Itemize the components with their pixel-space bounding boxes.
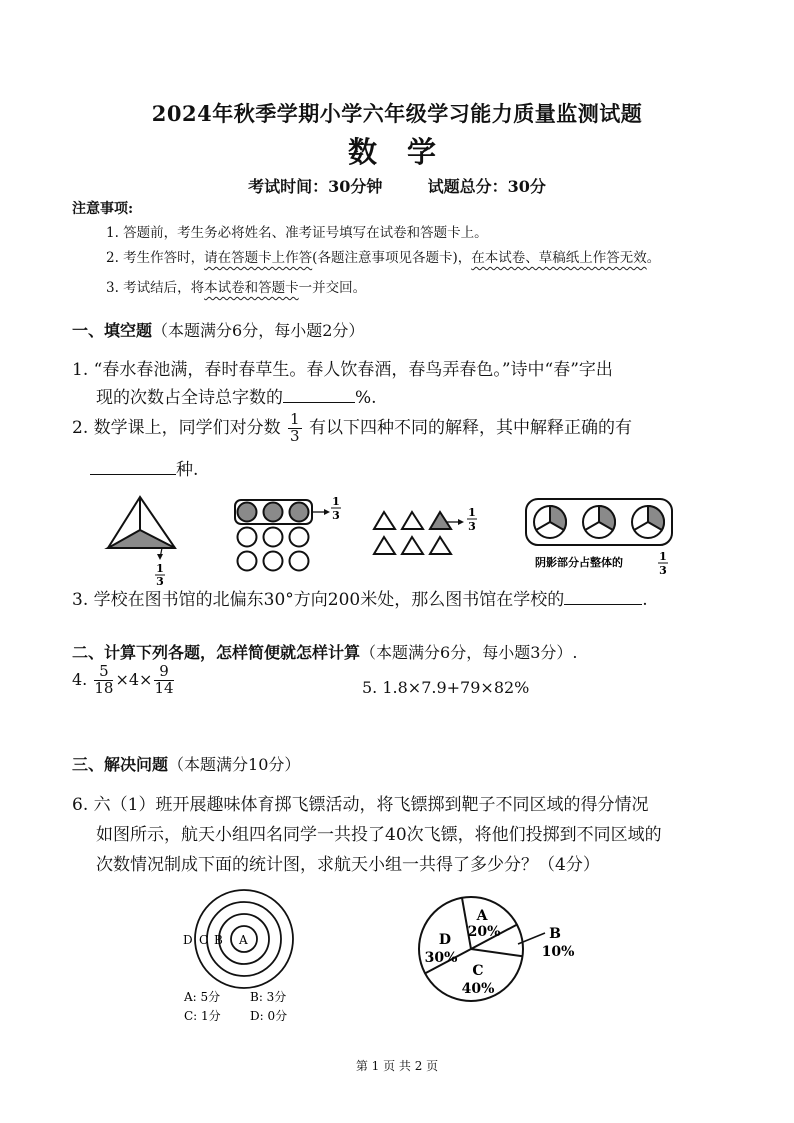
q4-f2-den: 14 <box>154 678 174 697</box>
q6-line1: 6. 六（1）班开展趣味体育掷飞镖活动，将飞镖掷到靶子不同区域的得分情况 <box>72 795 649 815</box>
pie-label-a: A <box>476 908 488 924</box>
section2-note: （本题满分6分，每小题3分）. <box>360 643 578 662</box>
q4-f2-num: 9 <box>154 664 173 681</box>
q6-line2: 如图所示，航天小组四名同学一共投了40次飞镖，将他们投掷到不同区域的 <box>96 825 662 845</box>
note-1: 1. 答题前，考生务必将姓名、准考证号填写在试卷和答题卡上。 <box>106 225 488 241</box>
fig4-num: 1 <box>659 550 667 563</box>
fig4-den: 3 <box>659 564 667 577</box>
pie-label-d: D <box>438 932 452 948</box>
q4-f1-num: 5 <box>94 664 113 681</box>
q2-frac-den: 3 <box>290 426 300 445</box>
pie-pct-d: 30% <box>424 950 458 966</box>
page-footer: 第 1 页 共 2 页 <box>355 1059 439 1073</box>
q2-text-a: 2. 数学课上，同学们对分数 <box>72 417 281 438</box>
pie-pct-b: 10% <box>541 944 575 960</box>
q2-text-b: 有以下四种不同的解释，其中解释正确的有 <box>308 417 632 438</box>
note-2-d: 在本试卷、草稿纸上作答无效 <box>471 250 647 266</box>
note-2-b: 请在答题卡上作答 <box>204 250 313 266</box>
note-2-e: 。 <box>646 250 661 266</box>
section2-title: 二、计算下列各题，怎样简便就怎样计算 <box>72 643 361 662</box>
q4-mid: ×4× <box>115 669 153 689</box>
note-2-a: 2. 考生作答时， <box>106 250 205 266</box>
score-b: B: 3分 <box>250 990 287 1004</box>
q6-line3: 次数情况制成下面的统计图，求航天小组一共得了多少分？（4分） <box>96 855 600 875</box>
score-c: C: 1分 <box>184 1009 221 1023</box>
pie-pct-c: 40% <box>461 981 495 997</box>
target-label-c: C <box>199 933 209 947</box>
section3-title: 三、解决问题 <box>72 755 169 774</box>
exam-time: 考试时间：30分钟 <box>248 177 383 196</box>
q3-end: . <box>642 590 648 610</box>
score-d: D: 0分 <box>250 1009 288 1023</box>
q1-text: 现的次数占全诗总字数的 <box>96 388 283 408</box>
pie-label-b: B <box>549 926 561 942</box>
q1-line1: 1. “春水春池满，春时春草生。春人饮春酒，春鸟弄春色。”诗中“春”字出 <box>72 360 613 380</box>
target-label-d: D <box>183 933 193 947</box>
fig4-caption: 阴影部分占整体的 <box>535 556 623 569</box>
total-score: 试题总分：30分 <box>427 177 546 196</box>
target-label-a: A <box>239 933 248 947</box>
q5: 5. 1.8×7.9+79×82% <box>362 678 530 697</box>
q4-f1-den: 18 <box>94 678 114 697</box>
fig1-num: 1 <box>156 562 164 575</box>
fig3-den: 3 <box>468 520 476 533</box>
target-label-b: B <box>214 933 223 947</box>
pie-pct-a: 20% <box>467 924 501 940</box>
fig1-den: 3 <box>156 575 164 588</box>
note-3-b: 本试卷和答题卡 <box>204 280 299 296</box>
q3-text: 3. 学校在图书馆的北偏东30°方向200米处，那么图书馆在学校的 <box>72 590 565 610</box>
notes-heading: 注意事项: <box>72 201 134 217</box>
section1-title: 一、填空题 <box>72 321 153 340</box>
pie-divider-c <box>471 949 522 956</box>
q2-frac-num: 1 <box>290 410 300 428</box>
q4-label: 4. <box>72 669 88 689</box>
section3-note: （本题满分10分） <box>168 755 301 774</box>
exam-title: 2024年秋季学期小学六年级学习能力质量监测试题 <box>151 101 643 126</box>
section1-note: （本题满分6分，每小题2分） <box>152 321 365 340</box>
note-2-c: (各题注意事项见各题卡)， <box>312 250 472 266</box>
score-a: A: 5分 <box>184 990 221 1004</box>
note-3-c: 一并交回。 <box>298 280 367 296</box>
subject-title: 数 学 <box>347 135 447 169</box>
fig3-num: 1 <box>468 506 476 519</box>
q1-unit: %. <box>355 388 377 408</box>
note-3-a: 3. 考试结后，将 <box>106 280 205 296</box>
q2-unit: 种. <box>176 460 199 480</box>
pie-label-c: C <box>472 963 484 979</box>
fig2-num: 1 <box>332 495 340 508</box>
fig2-den: 3 <box>332 509 340 522</box>
